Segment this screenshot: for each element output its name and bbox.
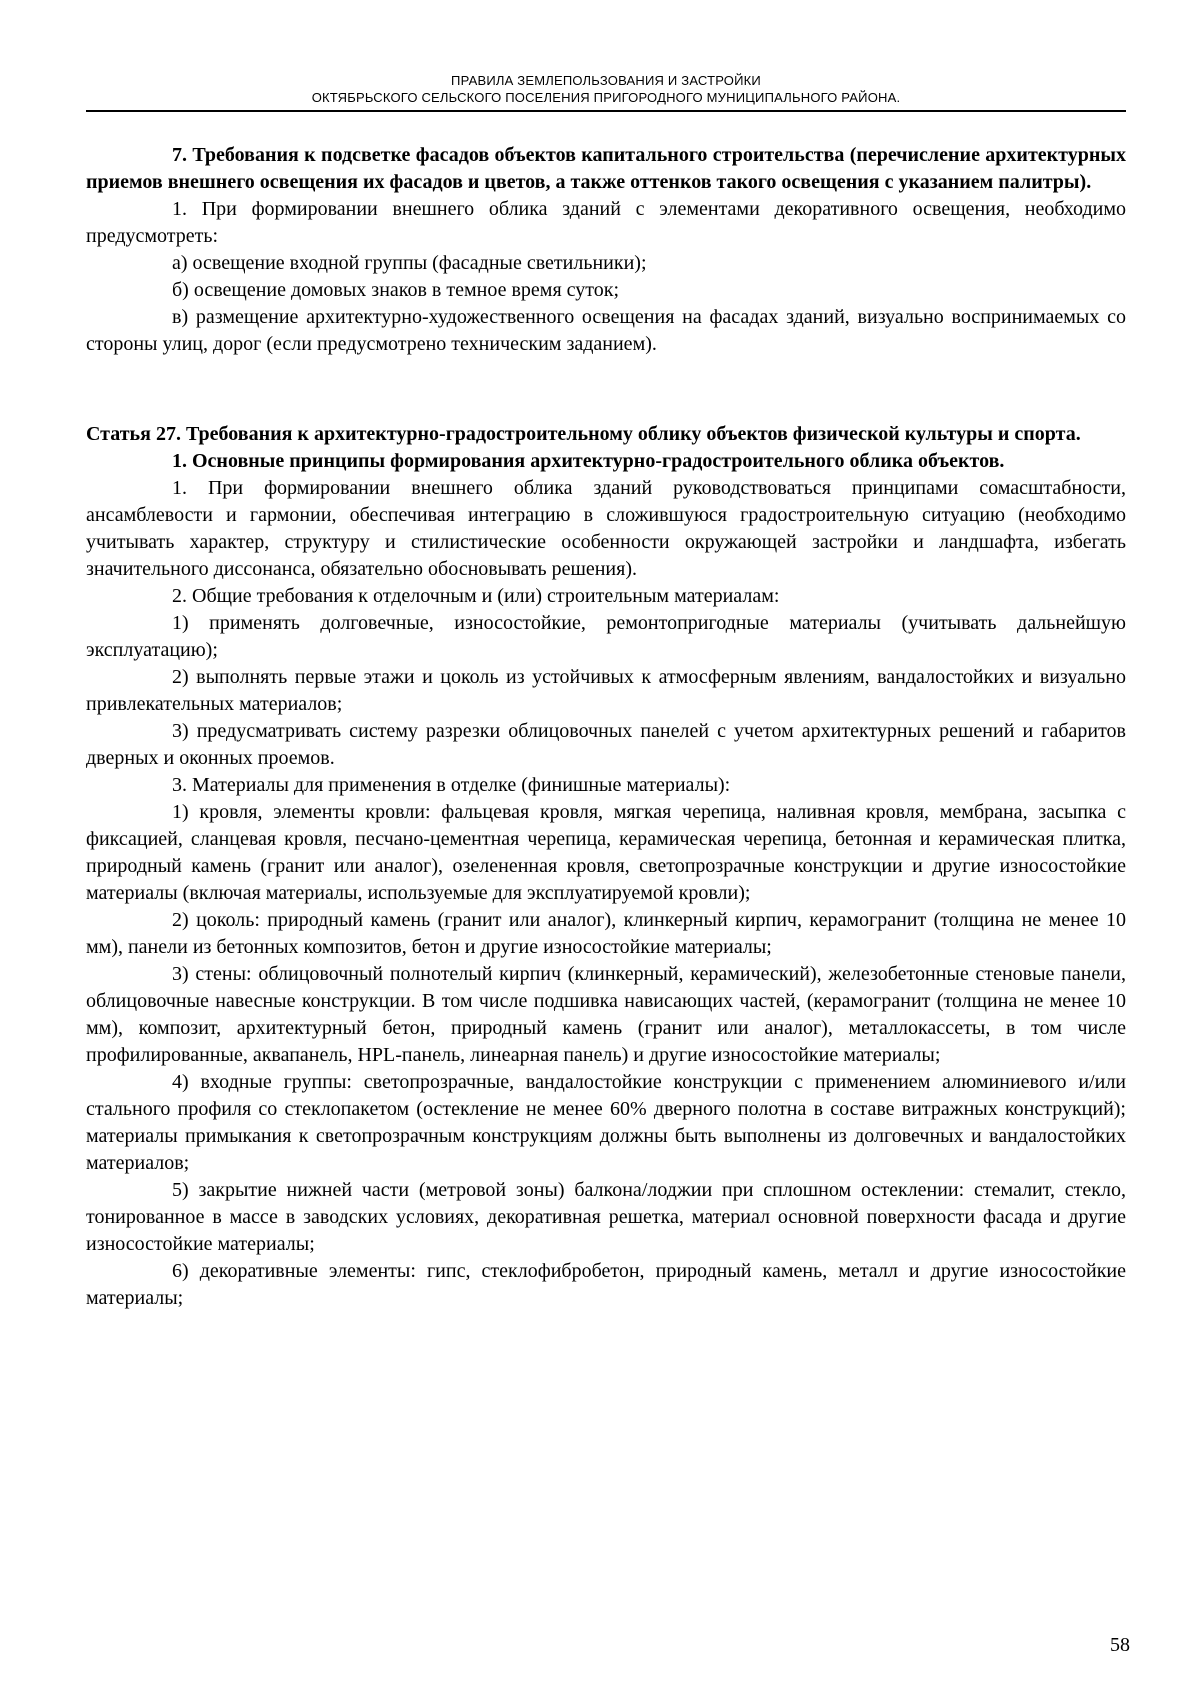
section-7-item-a: а) освещение входной группы (фасадные светильники); [172, 252, 647, 274]
article-27-paragraph-2: 2. Общие требования к отделочным и (или) строительным материалам: [172, 585, 780, 607]
article-27-heading: Статья 27. Требования к архитектурно-градостроительному облику объектов физической культуры и спорта. [86, 423, 1081, 445]
article-27-item-3-4: 4) входные группы: светопрозрачные, вандалостойкие конструкции с применением алюминиевого и/или стального профиля со стеклопакетом (остекление не менее 60% дверного полотна в составе витражных конструкций); материалы примыкания к светопрозрачным конструкциям должны быть выполнены из долговечных и вандалостойких материалов; [86, 1071, 1126, 1174]
article-27-paragraph-1: 1. При формировании внешнего облика зданий руководствоваться принципами сомасштабности, ансамблевости и гармонии, обеспечивая интеграцию в сложившуюся градостроительную ситуацию (необходимо учитывать характер, структуру и стилистические особенности окружающей застройки и ландшафта, избегать значительного диссонанса, обязательно обосновывать решения). [86, 477, 1126, 580]
article-27-subheading-1: 1. Основные принципы формирования архитектурно-градостроительного облика объектов. [172, 450, 1005, 472]
section-7-item-c: в) размещение архитектурно-художественного освещения на фасадах зданий, визуально воспринимаемых со стороны улиц, дорог (если предусмотрено техническим заданием). [86, 306, 1126, 355]
header-line-1: ПРАВИЛА ЗЕМЛЕПОЛЬЗОВАНИЯ И ЗАСТРОЙКИ [451, 73, 761, 88]
section-gap [86, 358, 1126, 421]
page-number: 58 [1110, 1634, 1130, 1656]
article-27-item-3-3: 3) стены: облицовочный полнотелый кирпич (клинкерный, керамический), железобетонные стеновые панели, облицовочные навесные конструкции. В том числе подшивка нависающих частей, (керамогранит (толщина не менее 10 мм), композит, архитектурный бетон, природный камень (гранит или аналог), металлокассеты, в том числе профилированные, аквапанель, HPL-панель, линеарная панель) и другие износостойкие материалы; [86, 963, 1126, 1066]
header-line-2: ОКТЯБРЬСКОГО СЕЛЬСКОГО ПОСЕЛЕНИЯ ПРИГОРОДНОГО МУНИЦИПАЛЬНОГО РАЙОНА. [311, 90, 901, 105]
article-27-item-3-2: 2) цоколь: природный камень (гранит или аналог), клинкерный кирпич, керамогранит (толщина не менее 10 мм), панели из бетонных композитов, бетон и другие износостойкие материалы; [86, 909, 1126, 958]
section-7-item-b: б) освещение домовых знаков в темное время суток; [172, 279, 620, 301]
header-divider [86, 110, 1126, 112]
section-7-heading: 7. Требования к подсветке фасадов объектов капитального строительства (перечисление архитектурных приемов внешнего освещения их фасадов и цветов, а также оттенков такого освещения с указанием палитры). [86, 144, 1126, 193]
article-27-item-3-5: 5) закрытие нижней части (метровой зоны) балкона/лоджии при сплошном остеклении: стемалит, стекло, тонированное в массе в заводских условиях, декоративная решетка, материал основной поверхности фасада и другие износостойкие материалы; [86, 1179, 1126, 1255]
running-header [86, 72, 1126, 106]
article-27-item-2-1: 1) применять долговечные, износостойкие, ремонтопригодные материалы (учитывать дальнейшую эксплуатацию); [86, 612, 1126, 661]
article-27-item-3-1: 1) кровля, элементы кровли: фальцевая кровля, мягкая черепица, наливная кровля, мембрана, засыпка с фиксацией, сланцевая кровля, песчано-цементная черепица, керамическая черепица, бетонная и керамическая плитка, природный камень (гранит или аналог), озелененная кровля, светопрозрачные конструкции и другие износостойкие материалы (включая материалы, используемые для эксплуатируемой кровли); [86, 801, 1126, 904]
section-7-paragraph-1: 1. При формировании внешнего облика зданий с элементами декоративного освещения, необходимо предусмотреть: [86, 198, 1126, 247]
document-body [86, 142, 1126, 1312]
article-27-item-2-2: 2) выполнять первые этажи и цоколь из устойчивых к атмосферным явлениям, вандалостойких и визуально привлекательных материалов; [86, 666, 1126, 715]
article-27-item-2-3: 3) предусматривать систему разрезки облицовочных панелей с учетом архитектурных решений и габаритов дверных и оконных проемов. [86, 720, 1126, 769]
article-27-item-3-6: 6) декоративные элементы: гипс, стеклофибробетон, природный камень, металл и другие износостойкие материалы; [86, 1260, 1126, 1309]
article-27-paragraph-3: 3. Материалы для применения в отделке (финишные материалы): [172, 774, 731, 796]
